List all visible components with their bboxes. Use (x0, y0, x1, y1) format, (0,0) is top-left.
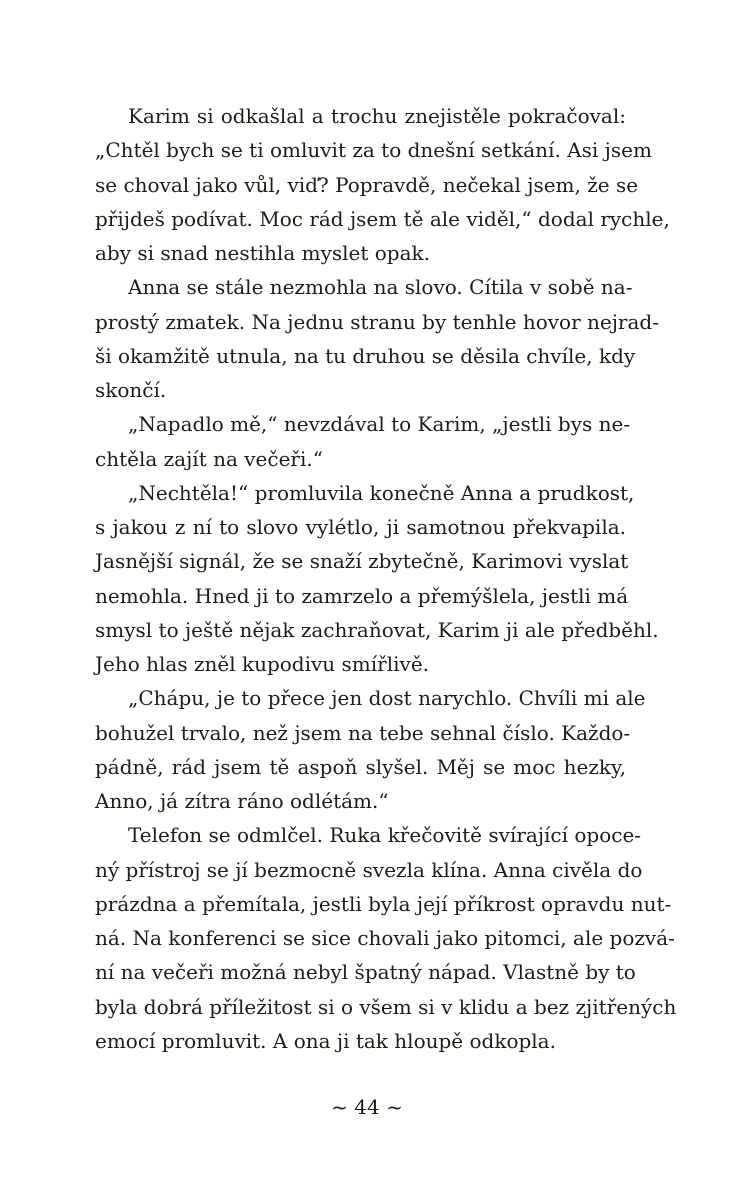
page-number: ~ 44 ~ (331, 1095, 403, 1119)
text-line: „Chápu, je to přece jen dost narychlo. Chvíli mi ale (128, 686, 646, 711)
text-line: Karim si odkašlal a trochu znejistěle pokračoval: (128, 104, 626, 128)
paragraph (95, 270, 659, 407)
text-line: „Nechtěla!“ promluvila konečně Anna a prudkost, (128, 480, 635, 505)
paragraph (95, 476, 659, 682)
text-line: emocí promluvit. A ona ji tak hloupě odkopla. (95, 1028, 556, 1053)
text-line: ši okamžitě utnula, na tu druhou se děsila chvíle, kdy (95, 343, 636, 368)
text-line: ná. Na konferenci se sice chovali jako pitomci, ale pozvá- (95, 926, 675, 950)
text-line: „Chtěl bych se ti omluvit za to dnešní setkání. Asi jsem (95, 138, 652, 163)
text-line: s jakou z ní to slovo vylétlo, ji samotnou překvapila. (95, 515, 626, 539)
body-text (95, 99, 677, 1058)
text-line: Anna se stále nezmohla na slovo. Cítila v sobě na- (128, 275, 633, 300)
text-line: nemohla. Hned ji to zamrzelo a přemýšlela, jestli má (95, 583, 629, 608)
paragraph (95, 818, 677, 1058)
text-line: ný přístroj se jí bezmocně svezla klína. Anna civěla do (95, 857, 643, 882)
paragraph (95, 407, 631, 476)
text-line: Telefon se odmlčel. Ruka křečovitě svírající opoce- (128, 823, 642, 848)
text-line: „Napadlo mě,“ nevzdával to Karim, „jestli bys ne- (128, 412, 631, 437)
text-line: pádně, rád jsem tě aspoň slyšel. Měj se moc hezky, (95, 754, 626, 779)
text-line: Jeho hlas zněl kupodivu smířlivě. (95, 652, 430, 676)
text-line: prázdna a přemítala, jestli byla její příkrost opravdu nut- (95, 891, 672, 916)
text-line: se choval jako vůl, viď? Popravdě, nečekal jsem, že se (95, 172, 639, 197)
text-line: skončí. (95, 378, 167, 402)
paragraph (95, 99, 670, 270)
text-line: přijdeš podívat. Moc rád jsem tě ale viděl,“ dodal rychle, (95, 206, 670, 231)
text-line: chtěla zajít na večeři.“ (95, 446, 323, 471)
text-line: aby si snad nestihla myslet opak. (95, 241, 430, 265)
text-line: Jasnější signál, že se snaží zbytečně, Karimovi vyslat (95, 549, 629, 574)
text-line: ní na večeři možná nebyl špatný nápad. Vlastně by to (95, 960, 636, 985)
paragraph (95, 681, 646, 818)
text-line: Anno, já zítra ráno odlétám.“ (95, 789, 389, 813)
text-line: bohužel trvalo, než jsem na tebe sehnal číslo. Každo- (95, 720, 631, 745)
text-line: byla dobrá příležitost si o všem si v klidu a bez zjitřených (95, 994, 677, 1019)
text-line: prostý zmatek. Na jednu stranu by tenhle hovor nejrad- (95, 309, 659, 334)
text-line: smysl to ještě nějak zachraňovat, Karim ji ale předběhl. (95, 617, 659, 642)
